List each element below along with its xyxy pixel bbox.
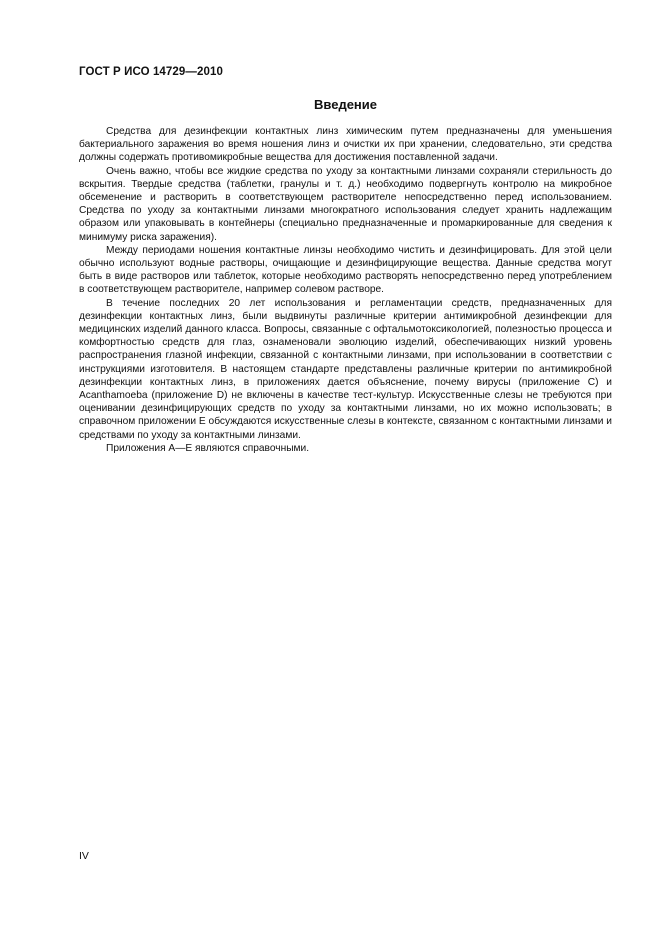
section-body bbox=[79, 125, 612, 455]
paragraph-5: Приложения А—Е являются справочными. bbox=[106, 442, 310, 454]
page-number: IV bbox=[79, 850, 89, 862]
paragraph-3: Между периодами ношения контактные линзы необходимо чистить и дезинфицировать. Для этой цели обычно используют водные растворы, очищающие и дезинфицирующие вещества. Данные средства могут быть в виде растворов или таблеток, которые необходимо растворять непосредственно перед употреблением в соответствующем растворителе, например солевом растворе. bbox=[79, 244, 612, 296]
document-code-header: ГОСТ Р ИСО 14729—2010 bbox=[79, 66, 224, 78]
paragraph-2: Очень важно, чтобы все жидкие средства по уходу за контактными линзами сохраняли стерильность до вскрытия. Твердые средства (таблетки, гранулы и т. д.) необходимо подвергнуть контролю на микробное обсеменение и растворить в соответствующем растворителе непосредственно перед использованием. Средства по уходу за контактными линзами многократного использования следует хранить надлежащим образом или упаковывать в контейнеры (специально предназначенные и промаркированные для сведения к минимуму риска заражения). bbox=[79, 165, 612, 243]
section-title: Введение bbox=[314, 97, 377, 112]
paragraph-4: В течение последних 20 лет использования и регламентации средств, предназначенных для дезинфекции контактных линз, были выдвинуты различные критерии антимикробной дезинфекции для медицинских изделий данного класса. Вопросы, связанные с офтальмотоксикологией, полезностью процесса и комфортностью средств для глаз, ознаменовали эволюцию изделий, обеспечивающих низкий уровень распространения глазной инфекции, связанной с контактными линзами, при использовании в соответствии с инструкциями изготовителя. В настоящем стандарте представлены различные критерии по антимикробной дезинфекции контактных линз, в приложениях дается объяснение, почему вирусы (приложение С) и Acanthamoeba (приложение D) не включены в качестве тест-культур. Искусственные слезы не требуются при оценивании дезинфицирующих средств по уходу за контактными линзами, но их можно использовать; в справочном приложении Е обсуждаются искусственные слезы в контексте, связанном с контактными линзами и средствами по уходу за контактными линзами. bbox=[79, 297, 612, 441]
paragraph-1: Средства для дезинфекции контактных линз химическим путем предназначены для уменьшения бактериального заражения во время ношения линз и очистки их при хранении, следовательно, эти средства должны содержать противомикробные вещества для достижения поставленной задачи. bbox=[79, 126, 612, 164]
